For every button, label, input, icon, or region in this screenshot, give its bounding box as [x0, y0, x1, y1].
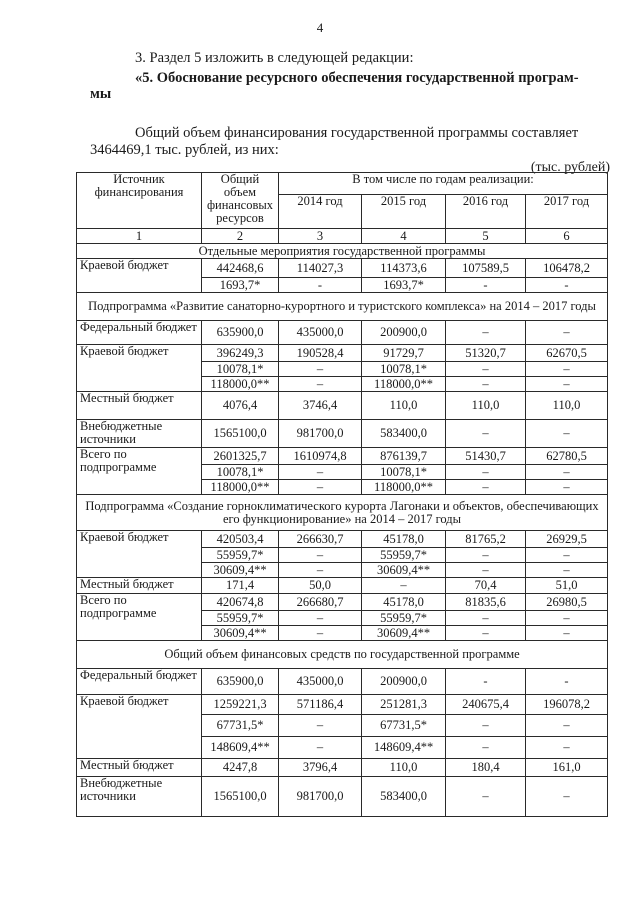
year-value-cell: 1610974,8 [279, 448, 362, 465]
year-value-cell: 62780,5 [526, 448, 608, 465]
year-value-cell: 266680,7 [279, 594, 362, 611]
column-number: 2 [202, 229, 279, 244]
header-source: Источник финансирования [77, 173, 202, 229]
section-title-row [77, 641, 608, 669]
total-value-cell: 10078,1* [202, 465, 279, 480]
year-value-cell: – [446, 480, 526, 495]
column-number: 3 [279, 229, 362, 244]
source-label: Всего по подпрограмме [77, 448, 202, 495]
year-value-cell: – [526, 420, 608, 448]
year-value-cell: 161,0 [526, 759, 608, 777]
total-value-cell: 118000,0** [202, 377, 279, 392]
year-value-cell: 200900,0 [362, 321, 446, 345]
year-value-cell: 106478,2 [526, 259, 608, 278]
year-value-cell: 10078,1* [362, 362, 446, 377]
year-value-cell: 200900,0 [362, 669, 446, 695]
total-value-cell: 67731,5* [202, 715, 279, 737]
year-value-cell: - [446, 669, 526, 695]
total-value-cell: 4247,8 [202, 759, 279, 777]
year-value-cell: – [526, 611, 608, 626]
section-title-row [77, 293, 608, 321]
section-title-cell: Подпрограмма «Развитие санаторно-курортного и туристского комплекса» на 2014 – 2017 годы [77, 293, 608, 321]
source-label: Федеральный бюджет [77, 321, 202, 345]
year-value-cell: 114027,3 [279, 259, 362, 278]
year-value-cell: 571186,4 [279, 695, 362, 715]
total-value-cell: 420503,4 [202, 531, 279, 548]
year-value-cell: – [526, 465, 608, 480]
year-value-cell: 62670,5 [526, 345, 608, 362]
header-year-2017: 2017 год [526, 195, 608, 229]
year-value-cell: – [446, 548, 526, 563]
total-value-cell: 55959,7* [202, 548, 279, 563]
section-title-cell: Отдельные мероприятия государственной программы [77, 244, 608, 259]
intro-paragraph-line-2: 3464469,1 тыс. рублей, из них: [90, 142, 279, 158]
header-total: Общий объем финансовых ресурсов [202, 173, 279, 229]
year-value-cell: – [446, 611, 526, 626]
source-label: Внебюджетные источники [77, 777, 202, 817]
year-value-cell: – [362, 578, 446, 594]
year-value-cell: – [446, 465, 526, 480]
year-value-cell: 81835,6 [446, 594, 526, 611]
year-value-cell: 107589,5 [446, 259, 526, 278]
table-row [77, 259, 608, 278]
year-value-cell: 110,0 [446, 392, 526, 420]
year-value-cell: – [526, 362, 608, 377]
header-year-2015: 2015 год [362, 195, 446, 229]
year-value-cell: – [279, 715, 362, 737]
year-value-cell: – [279, 611, 362, 626]
table-row [77, 345, 608, 362]
total-value-cell: 118000,0** [202, 480, 279, 495]
year-value-cell: – [446, 321, 526, 345]
source-label: Местный бюджет [77, 578, 202, 594]
total-value-cell: 30609,4** [202, 563, 279, 578]
year-value-cell: – [526, 321, 608, 345]
year-value-cell: – [526, 715, 608, 737]
year-value-cell: 981700,0 [279, 420, 362, 448]
year-value-cell: – [526, 737, 608, 759]
table-row [77, 578, 608, 594]
year-value-cell: 26980,5 [526, 594, 608, 611]
year-value-cell: – [526, 377, 608, 392]
source-label: Федеральный бюджет [77, 669, 202, 695]
total-value-cell: 171,4 [202, 578, 279, 594]
year-value-cell: 55959,7* [362, 611, 446, 626]
year-value-cell: – [526, 548, 608, 563]
year-value-cell: 50,0 [279, 578, 362, 594]
units-label: (тыс. рублей) [530, 160, 610, 175]
year-value-cell: 10078,1* [362, 465, 446, 480]
year-value-cell: 45178,0 [362, 531, 446, 548]
year-value-cell: 148609,4** [362, 737, 446, 759]
year-value-cell: 1693,7* [362, 278, 446, 293]
year-value-cell: 51320,7 [446, 345, 526, 362]
year-value-cell: – [279, 362, 362, 377]
section-line: 3. Раздел 5 изложить в следующей редакции: [135, 50, 414, 66]
column-number: 5 [446, 229, 526, 244]
year-value-cell: 81765,2 [446, 531, 526, 548]
total-value-cell: 30609,4** [202, 626, 279, 641]
total-value-cell: 2601325,7 [202, 448, 279, 465]
intro-paragraph-line-1: Общий объем финансирования государственной программы составляет [135, 125, 579, 141]
year-value-cell: – [446, 377, 526, 392]
total-value-cell: 1565100,0 [202, 777, 279, 817]
year-value-cell: 70,4 [446, 578, 526, 594]
year-value-cell: – [279, 465, 362, 480]
page-number: 4 [316, 20, 324, 35]
year-value-cell: – [279, 563, 362, 578]
section-title-row [77, 495, 608, 531]
year-value-cell: 251281,3 [362, 695, 446, 715]
year-value-cell: – [279, 548, 362, 563]
financing-table-body [77, 173, 608, 817]
table-row [77, 695, 608, 715]
year-value-cell: 45178,0 [362, 594, 446, 611]
year-value-cell: 110,0 [526, 392, 608, 420]
section-title-line-2: мы [90, 86, 112, 102]
year-value-cell: – [279, 737, 362, 759]
year-value-cell: – [526, 626, 608, 641]
total-value-cell: 420674,8 [202, 594, 279, 611]
table-row [77, 531, 608, 548]
year-value-cell: 91729,7 [362, 345, 446, 362]
column-number: 1 [77, 229, 202, 244]
year-value-cell: – [279, 480, 362, 495]
year-value-cell: – [446, 420, 526, 448]
year-value-cell: 435000,0 [279, 321, 362, 345]
year-value-cell: 51,0 [526, 578, 608, 594]
year-value-cell: 30609,4** [362, 626, 446, 641]
year-value-cell: 180,4 [446, 759, 526, 777]
year-value-cell: 266630,7 [279, 531, 362, 548]
source-label: Местный бюджет [77, 392, 202, 420]
source-label: Местный бюджет [77, 759, 202, 777]
table-row [77, 321, 608, 345]
section-title [90, 70, 610, 102]
source-label: Краевой бюджет [77, 259, 202, 293]
table-row [77, 594, 608, 611]
year-value-cell: - [526, 278, 608, 293]
year-value-cell: 190528,4 [279, 345, 362, 362]
section-title-row [77, 244, 608, 259]
header-by-year: В том числе по годам реализации: [279, 173, 608, 195]
table-row [77, 420, 608, 448]
table-column-numbers-row [77, 229, 608, 244]
source-label: Краевой бюджет [77, 695, 202, 759]
year-value-cell: – [526, 563, 608, 578]
table-header-row [77, 173, 608, 195]
section-title-cell: Подпрограмма «Создание горноклиматического курорта Лагонаки и объектов, обеспечивающих его функционирование» на 2014 – 2017 годы [77, 495, 608, 531]
year-value-cell: 114373,6 [362, 259, 446, 278]
year-value-cell: – [446, 777, 526, 817]
year-value-cell: 118000,0** [362, 377, 446, 392]
section-title-cell: Общий объем финансовых средств по государственной программе [77, 641, 608, 669]
year-value-cell: – [446, 563, 526, 578]
total-value-cell: 55959,7* [202, 611, 279, 626]
year-value-cell: – [526, 777, 608, 817]
source-label: Всего по подпрограмме [77, 594, 202, 641]
year-value-cell: 55959,7* [362, 548, 446, 563]
total-value-cell: 1565100,0 [202, 420, 279, 448]
total-value-cell: 635900,0 [202, 669, 279, 695]
year-value-cell: 876139,7 [362, 448, 446, 465]
table-row [77, 777, 608, 817]
year-value-cell: 583400,0 [362, 777, 446, 817]
year-value-cell: 110,0 [362, 759, 446, 777]
year-value-cell: – [446, 626, 526, 641]
year-value-cell: 3796,4 [279, 759, 362, 777]
total-value-cell: 635900,0 [202, 321, 279, 345]
financing-table [76, 172, 608, 817]
year-value-cell: 67731,5* [362, 715, 446, 737]
header-year-2016: 2016 год [446, 195, 526, 229]
year-value-cell: 26929,5 [526, 531, 608, 548]
year-value-cell: 196078,2 [526, 695, 608, 715]
year-value-cell: - [526, 669, 608, 695]
year-value-cell: – [446, 737, 526, 759]
year-value-cell: – [279, 377, 362, 392]
year-value-cell: – [446, 715, 526, 737]
source-label: Внебюджетные источники [77, 420, 202, 448]
year-value-cell: - [446, 278, 526, 293]
total-value-cell: 148609,4** [202, 737, 279, 759]
year-value-cell: 240675,4 [446, 695, 526, 715]
intro-paragraph [90, 125, 610, 159]
total-value-cell: 10078,1* [202, 362, 279, 377]
year-value-cell: - [279, 278, 362, 293]
source-label: Краевой бюджет [77, 531, 202, 578]
year-value-cell: – [279, 626, 362, 641]
year-value-cell: 3746,4 [279, 392, 362, 420]
table-row [77, 759, 608, 777]
total-value-cell: 396249,3 [202, 345, 279, 362]
year-value-cell: 583400,0 [362, 420, 446, 448]
year-value-cell: 30609,4** [362, 563, 446, 578]
year-value-cell: 435000,0 [279, 669, 362, 695]
table-row [77, 448, 608, 465]
year-value-cell: 118000,0** [362, 480, 446, 495]
year-value-cell: 981700,0 [279, 777, 362, 817]
total-value-cell: 4076,4 [202, 392, 279, 420]
total-value-cell: 1693,7* [202, 278, 279, 293]
table-row [77, 392, 608, 420]
year-value-cell: – [526, 480, 608, 495]
section-title-line-1: «5. Обоснование ресурсного обеспечения государственной програм- [135, 70, 579, 86]
year-value-cell: 110,0 [362, 392, 446, 420]
year-value-cell: – [446, 362, 526, 377]
column-number: 6 [526, 229, 608, 244]
total-value-cell: 1259221,3 [202, 695, 279, 715]
source-label: Краевой бюджет [77, 345, 202, 392]
column-number: 4 [362, 229, 446, 244]
total-value-cell: 442468,6 [202, 259, 279, 278]
year-value-cell: 51430,7 [446, 448, 526, 465]
header-year-2014: 2014 год [279, 195, 362, 229]
table-row [77, 669, 608, 695]
